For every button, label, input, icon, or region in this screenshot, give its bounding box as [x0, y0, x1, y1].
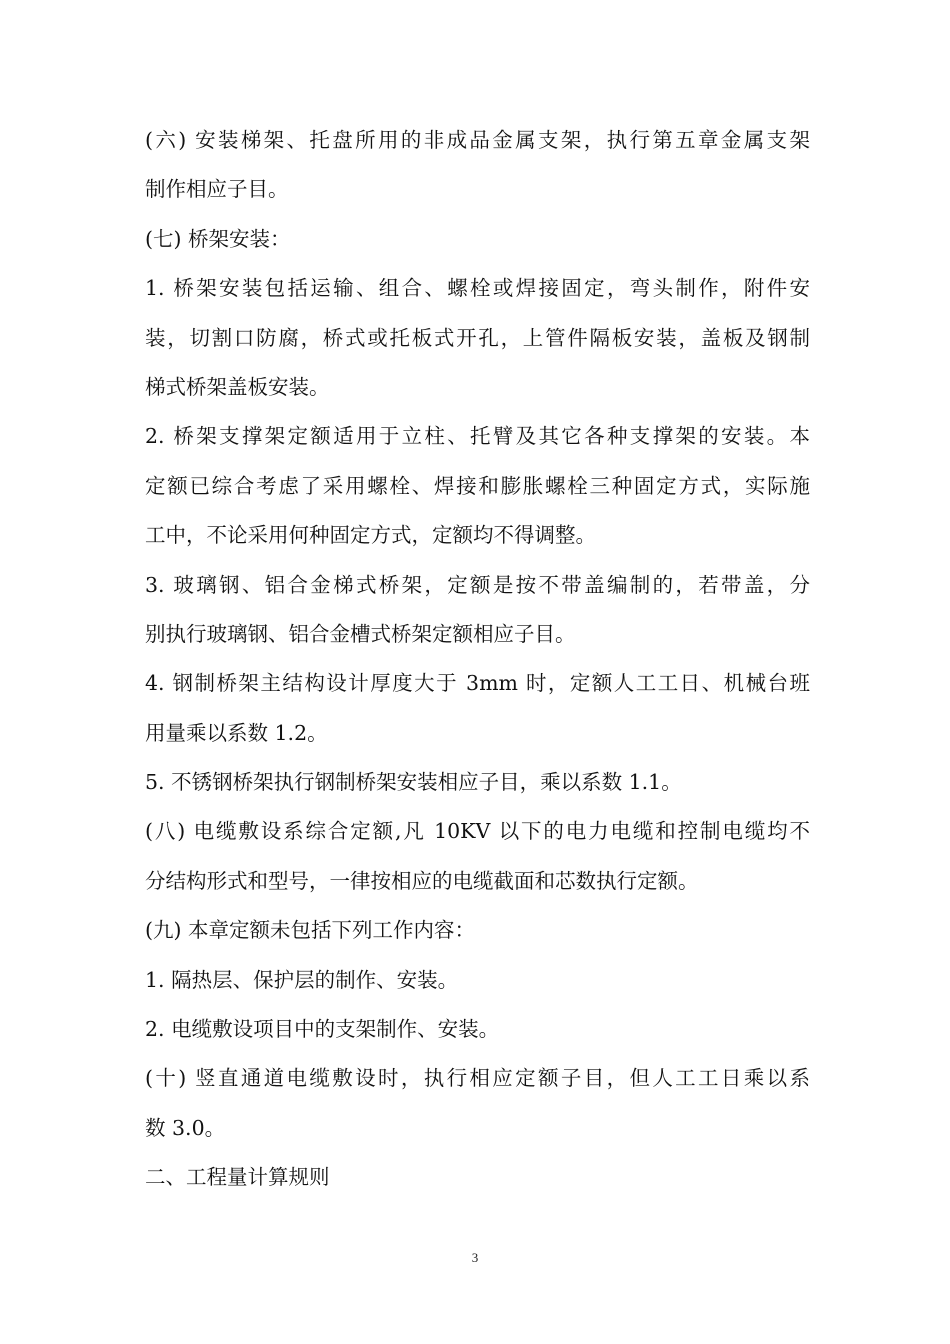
- text-line: 5. 不锈钢桥架执行钢制桥架安装相应子目，乘以系数 1.1。: [145, 770, 682, 795]
- text-line: 用量乘以系数 1.2。: [145, 720, 328, 745]
- text-line: 1. 桥架安装包括运输、组合、螺栓或焊接固定，弯头制作，附件安: [145, 276, 810, 301]
- text-line: (六) 安装梯架、托盘所用的非成品金属支架，执行第五章金属支架: [145, 128, 810, 152]
- text-line: 4. 钢制桥架主结构设计厚度大于 3mm 时，定额人工工日、机械台班: [145, 671, 810, 696]
- text-line: 2. 电缆敷设项目中的支架制作、安装。: [145, 1017, 500, 1042]
- text-line: 梯式桥架盖板安装。: [145, 374, 330, 399]
- text-line: 2. 桥架支撑架定额适用于立柱、托臂及其它各种支撑架的安装。本: [145, 424, 810, 449]
- text-line: 分结构形式和型号，一律按相应的电缆截面和芯数执行定额。: [145, 868, 699, 893]
- text-line: 定额已综合考虑了采用螺栓、焊接和膨胀螺栓三种固定方式，实际施: [145, 473, 810, 498]
- text-line: 数 3.0。: [145, 1115, 226, 1140]
- text-line: 1. 隔热层、保护层的制作、安装。: [145, 967, 459, 992]
- text-line: (八) 电缆敷设系综合定额,凡 10KV 以下的电力电缆和控制电缆均不: [145, 819, 810, 844]
- section-heading: (九) 本章定额未包括下列工作内容：: [145, 918, 476, 943]
- text-line: (十) 竖直通道电缆敷设时，执行相应定额子目，但人工工日乘以系: [145, 1066, 810, 1091]
- section-heading: (七) 桥架安装：: [145, 226, 291, 251]
- chapter-heading: 二、工程量计算规则: [145, 1165, 330, 1190]
- text-line: 工中，不论采用何种固定方式，定额均不得调整。: [145, 523, 596, 548]
- page-number: 3: [471, 1250, 479, 1265]
- text-line: 装，切割口防腐，桥式或托板式开孔，上管件隔板安装，盖板及钢制: [145, 325, 810, 350]
- text-line: 制作相应子目。: [145, 177, 289, 202]
- text-line: 3. 玻璃钢、铝合金梯式桥架，定额是按不带盖编制的，若带盖，分: [145, 572, 810, 597]
- text-line: 别执行玻璃钢、铝合金槽式桥架定额相应子目。: [145, 621, 576, 646]
- document-body: [145, 116, 810, 1203]
